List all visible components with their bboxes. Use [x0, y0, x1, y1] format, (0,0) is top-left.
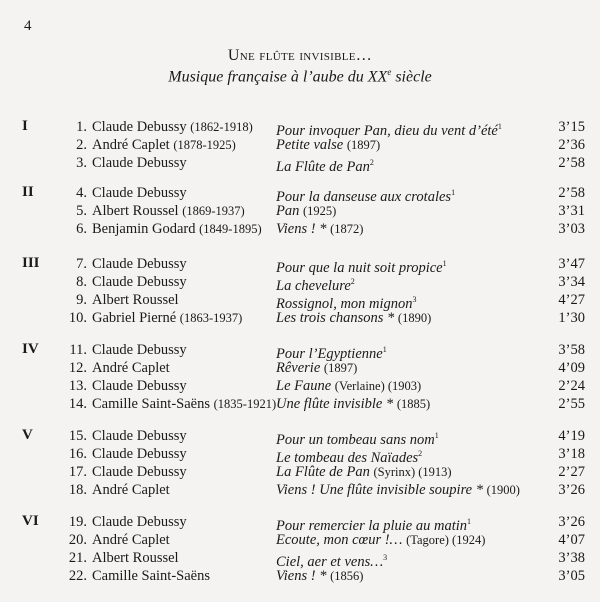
track-duration: 4’19 [558, 428, 585, 444]
composer-name: Benjamin Godard [92, 221, 196, 237]
work-title: Pour que la nuit soit propice [276, 259, 443, 276]
track-number: 11. [69, 342, 87, 358]
work-details: (Verlaine) (1903) [334, 379, 422, 393]
section-numeral: II [22, 184, 34, 200]
composer [92, 154, 187, 172]
composer-years: (1878-1925) [173, 138, 236, 152]
composer-name: Gabriel Pierné [92, 310, 177, 326]
work-details: (1900) [486, 483, 520, 497]
work-title: La Flûte de Pan [276, 158, 370, 175]
section-numeral: III [22, 255, 40, 271]
composer [92, 341, 187, 359]
work-title: Viens ! * [276, 221, 327, 237]
work-details: (1872) [330, 222, 364, 236]
work-title: Petite valse [276, 137, 344, 153]
work [276, 202, 336, 220]
track-number: 19. [68, 514, 87, 530]
track-row [0, 377, 600, 395]
composer [92, 481, 170, 499]
footnote-mark: 1 [467, 517, 472, 526]
composer-years: (1862-1918) [190, 120, 253, 134]
composer-name: Claude Debussy [92, 185, 187, 201]
track-number: 10. [68, 310, 87, 326]
composer [92, 220, 262, 238]
track-duration: 2’58 [558, 185, 585, 201]
track-duration: 3’38 [558, 550, 585, 566]
track-duration: 3’31 [558, 203, 585, 219]
track-number: 13. [68, 378, 87, 394]
track-duration: 3’18 [558, 446, 585, 462]
footnote-mark: 2 [418, 449, 423, 458]
footnote-mark: 3 [412, 295, 417, 304]
section-numeral: IV [22, 341, 39, 357]
composer [92, 531, 170, 549]
track-number: 21. [68, 550, 87, 566]
composer-name: Camille Saint-Saëns [92, 396, 210, 412]
work-title: Les trois chansons * [276, 310, 395, 326]
work-title: Pour invoquer Pan, dieu du vent d’été [276, 122, 498, 139]
track-duration: 2’58 [558, 155, 585, 171]
composer-name: André Caplet [92, 532, 170, 548]
track-row [0, 359, 600, 377]
track-row [0, 184, 600, 205]
track-duration: 2’24 [558, 378, 585, 394]
track-duration: 4’27 [558, 292, 585, 308]
composer-name: Albert Roussel [92, 550, 179, 566]
composer [92, 359, 170, 377]
work [276, 309, 431, 327]
footnote-mark: 1 [382, 345, 387, 354]
track-duration: 3’26 [558, 482, 585, 498]
composer-name: Claude Debussy [92, 464, 187, 480]
work-title: La chevelure [276, 277, 351, 294]
composer [92, 427, 187, 445]
track-row [0, 118, 600, 139]
section-numeral: VI [22, 513, 39, 529]
track-number: 6. [76, 221, 87, 237]
work-title: Pour l’Egyptienne [276, 345, 383, 362]
track-duration: 1’30 [558, 310, 585, 326]
work-details: (Syrinx) (1913) [373, 465, 452, 479]
track-duration: 2’55 [558, 396, 585, 412]
track-duration: 3’34 [558, 274, 585, 290]
track-row [0, 255, 600, 276]
track-number: 9. [76, 292, 87, 308]
work [276, 395, 430, 413]
composer [92, 377, 187, 395]
composer-years: (1869-1937) [182, 204, 245, 218]
composer-name: Claude Debussy [92, 514, 187, 530]
work-details: (1856) [330, 569, 364, 583]
composer-name: Claude Debussy [92, 256, 187, 272]
track-row [0, 202, 600, 220]
composer [92, 118, 253, 136]
track-number: 17. [68, 464, 87, 480]
footnote-mark: 2 [369, 158, 374, 167]
composer-name: Claude Debussy [92, 155, 187, 171]
track-number: 3. [76, 155, 87, 171]
track-number: 12. [68, 360, 87, 376]
work-details: (Tagore) (1924) [406, 533, 486, 547]
page-number: 4 [24, 18, 32, 34]
footnote-mark: 2 [350, 277, 355, 286]
work-title: Pour un tombeau sans nom [276, 431, 435, 448]
composer-name: Claude Debussy [92, 274, 187, 290]
composer [92, 136, 236, 154]
composer [92, 567, 210, 585]
composer-name: Albert Roussel [92, 292, 179, 308]
footnote-mark: 1 [451, 188, 456, 197]
work-details: (1897) [346, 138, 381, 152]
track-row [0, 427, 600, 448]
composer-years: (1863-1937) [179, 311, 243, 325]
track-number: 22. [68, 568, 87, 584]
track-number: 5. [76, 203, 87, 219]
composer [92, 184, 187, 202]
work [276, 359, 357, 377]
composer-name: Camille Saint-Saëns [92, 568, 210, 584]
work-title: Une flûte invisible * [276, 396, 394, 412]
work-title: Ecoute, mon cœur !… [276, 532, 403, 548]
work-title: La Flûte de Pan [276, 464, 370, 480]
composer [92, 255, 187, 273]
track-duration: 3’05 [558, 568, 585, 584]
page-subtitle [0, 67, 600, 86]
track-duration: 4’09 [558, 360, 585, 376]
work [276, 567, 363, 585]
track-number: 4. [76, 185, 87, 201]
footnote-mark: 3 [383, 553, 388, 562]
composer-name: Albert Roussel [92, 203, 179, 219]
work [276, 220, 363, 238]
track-number: 7. [76, 256, 87, 272]
composer [92, 549, 179, 567]
composer [92, 309, 242, 327]
track-duration: 3’58 [558, 342, 585, 358]
work-title: Pour remercier la pluie au matin [276, 517, 468, 534]
composer [92, 395, 276, 413]
track-row [0, 154, 600, 175]
track-duration: 4’07 [558, 532, 585, 548]
work [276, 531, 485, 549]
work [276, 481, 520, 499]
track-row [0, 291, 600, 312]
track-duration: 2’36 [558, 137, 585, 153]
page-title: Une flûte invisible… [227, 47, 373, 64]
work-title: Pour la danseuse aux crotales [276, 188, 452, 205]
track-row [0, 463, 600, 481]
composer-name: Claude Debussy [92, 446, 187, 462]
track-number: 1. [76, 119, 87, 135]
track-row [0, 445, 600, 466]
composer-name: André Caplet [92, 360, 170, 376]
footnote-mark: 1 [497, 122, 502, 131]
track-number: 18. [68, 482, 87, 498]
track-number: 2. [76, 137, 87, 153]
track-duration: 2’27 [558, 464, 585, 480]
subtitle-end: siècle [391, 68, 432, 86]
work-details: (1925) [302, 204, 337, 218]
work-title: Pan [276, 203, 300, 219]
footnote-mark: 1 [434, 431, 439, 440]
work-title: Viens ! Une flûte invisible soupire * [276, 482, 483, 498]
track-duration: 3’15 [558, 119, 585, 135]
work-details: (1897) [323, 361, 358, 375]
track-row [0, 567, 600, 585]
track-number: 8. [76, 274, 87, 290]
work-details: (1885) [396, 397, 431, 411]
work-details: (1890) [397, 311, 432, 325]
track-row [0, 531, 600, 549]
track-row [0, 341, 600, 362]
work [276, 154, 374, 176]
track-number: 16. [68, 446, 87, 462]
track-duration: 3’26 [558, 514, 585, 530]
subtitle-superscript: e [387, 67, 392, 77]
composer-name: Claude Debussy [92, 119, 187, 135]
composer [92, 273, 187, 291]
track-row [0, 136, 600, 154]
track-number: 15. [68, 428, 87, 444]
track-row [0, 549, 600, 570]
work [276, 136, 380, 154]
composer [92, 291, 179, 309]
track-duration: 3’03 [558, 221, 585, 237]
work-title: Viens ! * [276, 568, 327, 584]
composer-years: (1849-1895) [199, 222, 262, 236]
track-number: 14. [68, 396, 87, 412]
track-duration: 3’47 [558, 256, 585, 272]
track-row [0, 395, 600, 413]
work-title: Le Faune [276, 378, 332, 394]
composer-name: Claude Debussy [92, 378, 187, 394]
subtitle-text: Musique française à l’aube du XX [168, 68, 388, 86]
track-number: 20. [68, 532, 87, 548]
composer-years: (1835-1921) [213, 397, 277, 411]
composer-name: André Caplet [92, 482, 170, 498]
track-row [0, 220, 600, 238]
section-numeral: V [22, 427, 33, 443]
track-row [0, 309, 600, 327]
work-title: Rossignol, mon mignon [276, 295, 413, 312]
work-title: Le tombeau des Naïades [276, 449, 419, 466]
track-row [0, 513, 600, 534]
work-title: Ciel, aer et vens… [276, 553, 384, 570]
composer [92, 513, 187, 531]
composer [92, 445, 187, 463]
composer [92, 202, 245, 220]
work-title: Rêverie [276, 360, 321, 376]
composer [92, 463, 187, 481]
work [276, 463, 452, 481]
track-row [0, 273, 600, 294]
work [276, 377, 421, 395]
section-numeral: I [22, 118, 28, 134]
track-row [0, 481, 600, 499]
footnote-mark: 1 [442, 259, 447, 268]
composer-name: Claude Debussy [92, 342, 187, 358]
composer-name: André Caplet [92, 137, 170, 153]
composer-name: Claude Debussy [92, 428, 187, 444]
